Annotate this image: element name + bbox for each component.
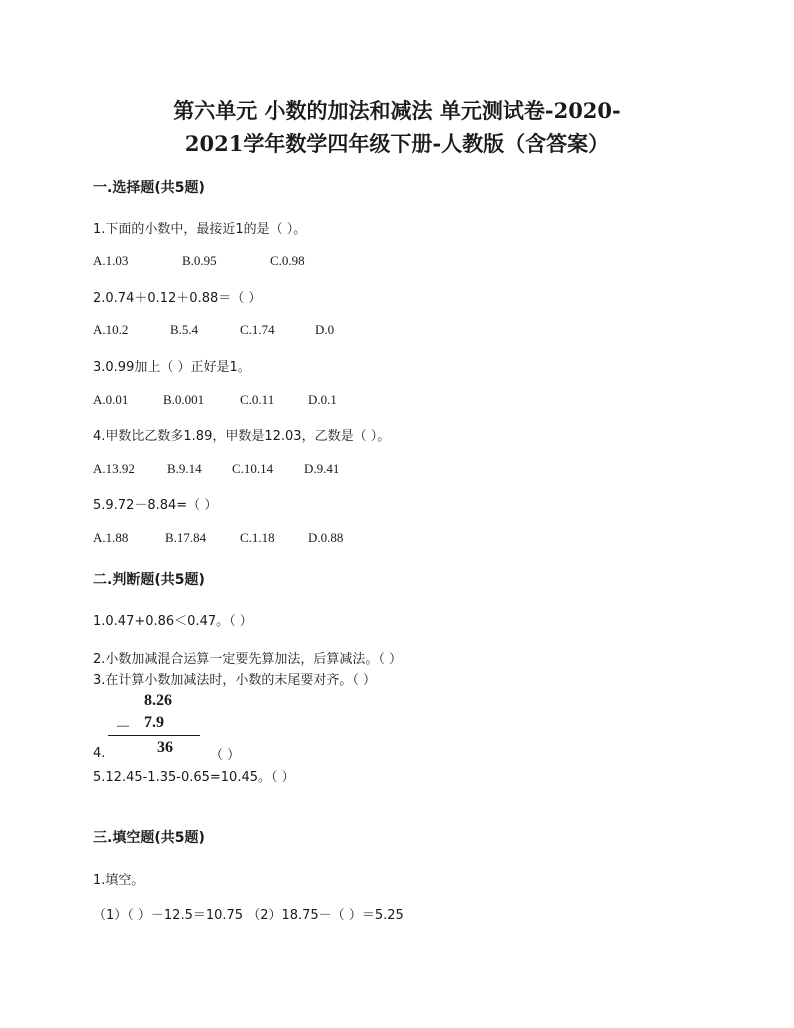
options-row xyxy=(93,253,693,271)
option-c: C.0.98 xyxy=(270,253,305,268)
option-c: C.10.14 xyxy=(232,461,274,476)
option-a: A.10.2 xyxy=(93,322,129,337)
options-row xyxy=(93,461,693,479)
option-b: B.5.4 xyxy=(170,322,199,337)
question-text: （1）（ ）－12.5＝10.75 （2）18.75－（ ）＝5.25 xyxy=(93,908,404,923)
option-a: A.1.88 xyxy=(93,530,129,545)
section-heading-choice: 一.选择题(共5题) xyxy=(93,180,205,196)
option-b: B.9.14 xyxy=(167,461,202,476)
question-text: 2.0.74＋0.12＋0.88＝（ ） xyxy=(93,291,262,306)
question-text: 5.12.45-1.35-0.65=10.45。（ ） xyxy=(93,770,295,785)
option-d: D.0.1 xyxy=(308,392,337,407)
option-a: A.0.01 xyxy=(93,392,129,407)
options-row xyxy=(93,392,693,410)
vertical-calc-minus-sign: － xyxy=(115,719,132,736)
question-text: 1.下面的小数中，最接近1的是（ ）。 xyxy=(93,222,307,237)
answer-blank: （ ） xyxy=(210,748,241,763)
vertical-calc-top-number: 8.26 xyxy=(144,692,172,709)
option-d: D.9.41 xyxy=(304,461,340,476)
option-d: D.0.88 xyxy=(308,530,344,545)
option-a: A.1.03 xyxy=(93,253,129,268)
option-b: B.0.001 xyxy=(163,392,205,407)
question-text: 5.9.72－8.84=（ ） xyxy=(93,498,218,513)
question-number: 4. xyxy=(93,746,106,761)
question-text: 1.0.47+0.86＜0.47。（ ） xyxy=(93,614,253,629)
question-text: 4.甲数比乙数多1.89，甲数是12.03，乙数是（ ）。 xyxy=(93,429,391,444)
section-heading-judgement: 二.判断题(共5题) xyxy=(93,572,205,588)
option-c: C.0.11 xyxy=(240,392,275,407)
vertical-calc-divider xyxy=(108,735,200,736)
option-c: C.1.74 xyxy=(240,322,275,337)
option-a: A.13.92 xyxy=(93,461,135,476)
options-row xyxy=(93,530,693,548)
vertical-calc-result: 36 xyxy=(157,739,173,756)
vertical-calc-bottom-number: 7.9 xyxy=(144,714,164,731)
question-text: 3.在计算小数加减法时，小数的末尾要对齐。（ ） xyxy=(93,673,377,688)
option-b: B.0.95 xyxy=(182,253,217,268)
document-title-line-1: 第六单元 小数的加法和减法 单元测试卷-2020- xyxy=(173,98,621,123)
option-b: B.17.84 xyxy=(165,530,207,545)
question-text: 2.小数加减混合运算一定要先算加法，后算减法。（ ） xyxy=(93,652,403,667)
options-row xyxy=(93,322,693,340)
option-c: C.1.18 xyxy=(240,530,275,545)
option-d: D.0 xyxy=(315,322,335,337)
question-text: 1.填空。 xyxy=(93,873,145,888)
document-title-line-2: 2021学年数学四年级下册-人教版（含答案） xyxy=(184,131,610,156)
section-heading-fill-blank: 三.填空题(共5题) xyxy=(93,830,205,846)
question-text: 3.0.99加上（ ）正好是1。 xyxy=(93,360,251,375)
